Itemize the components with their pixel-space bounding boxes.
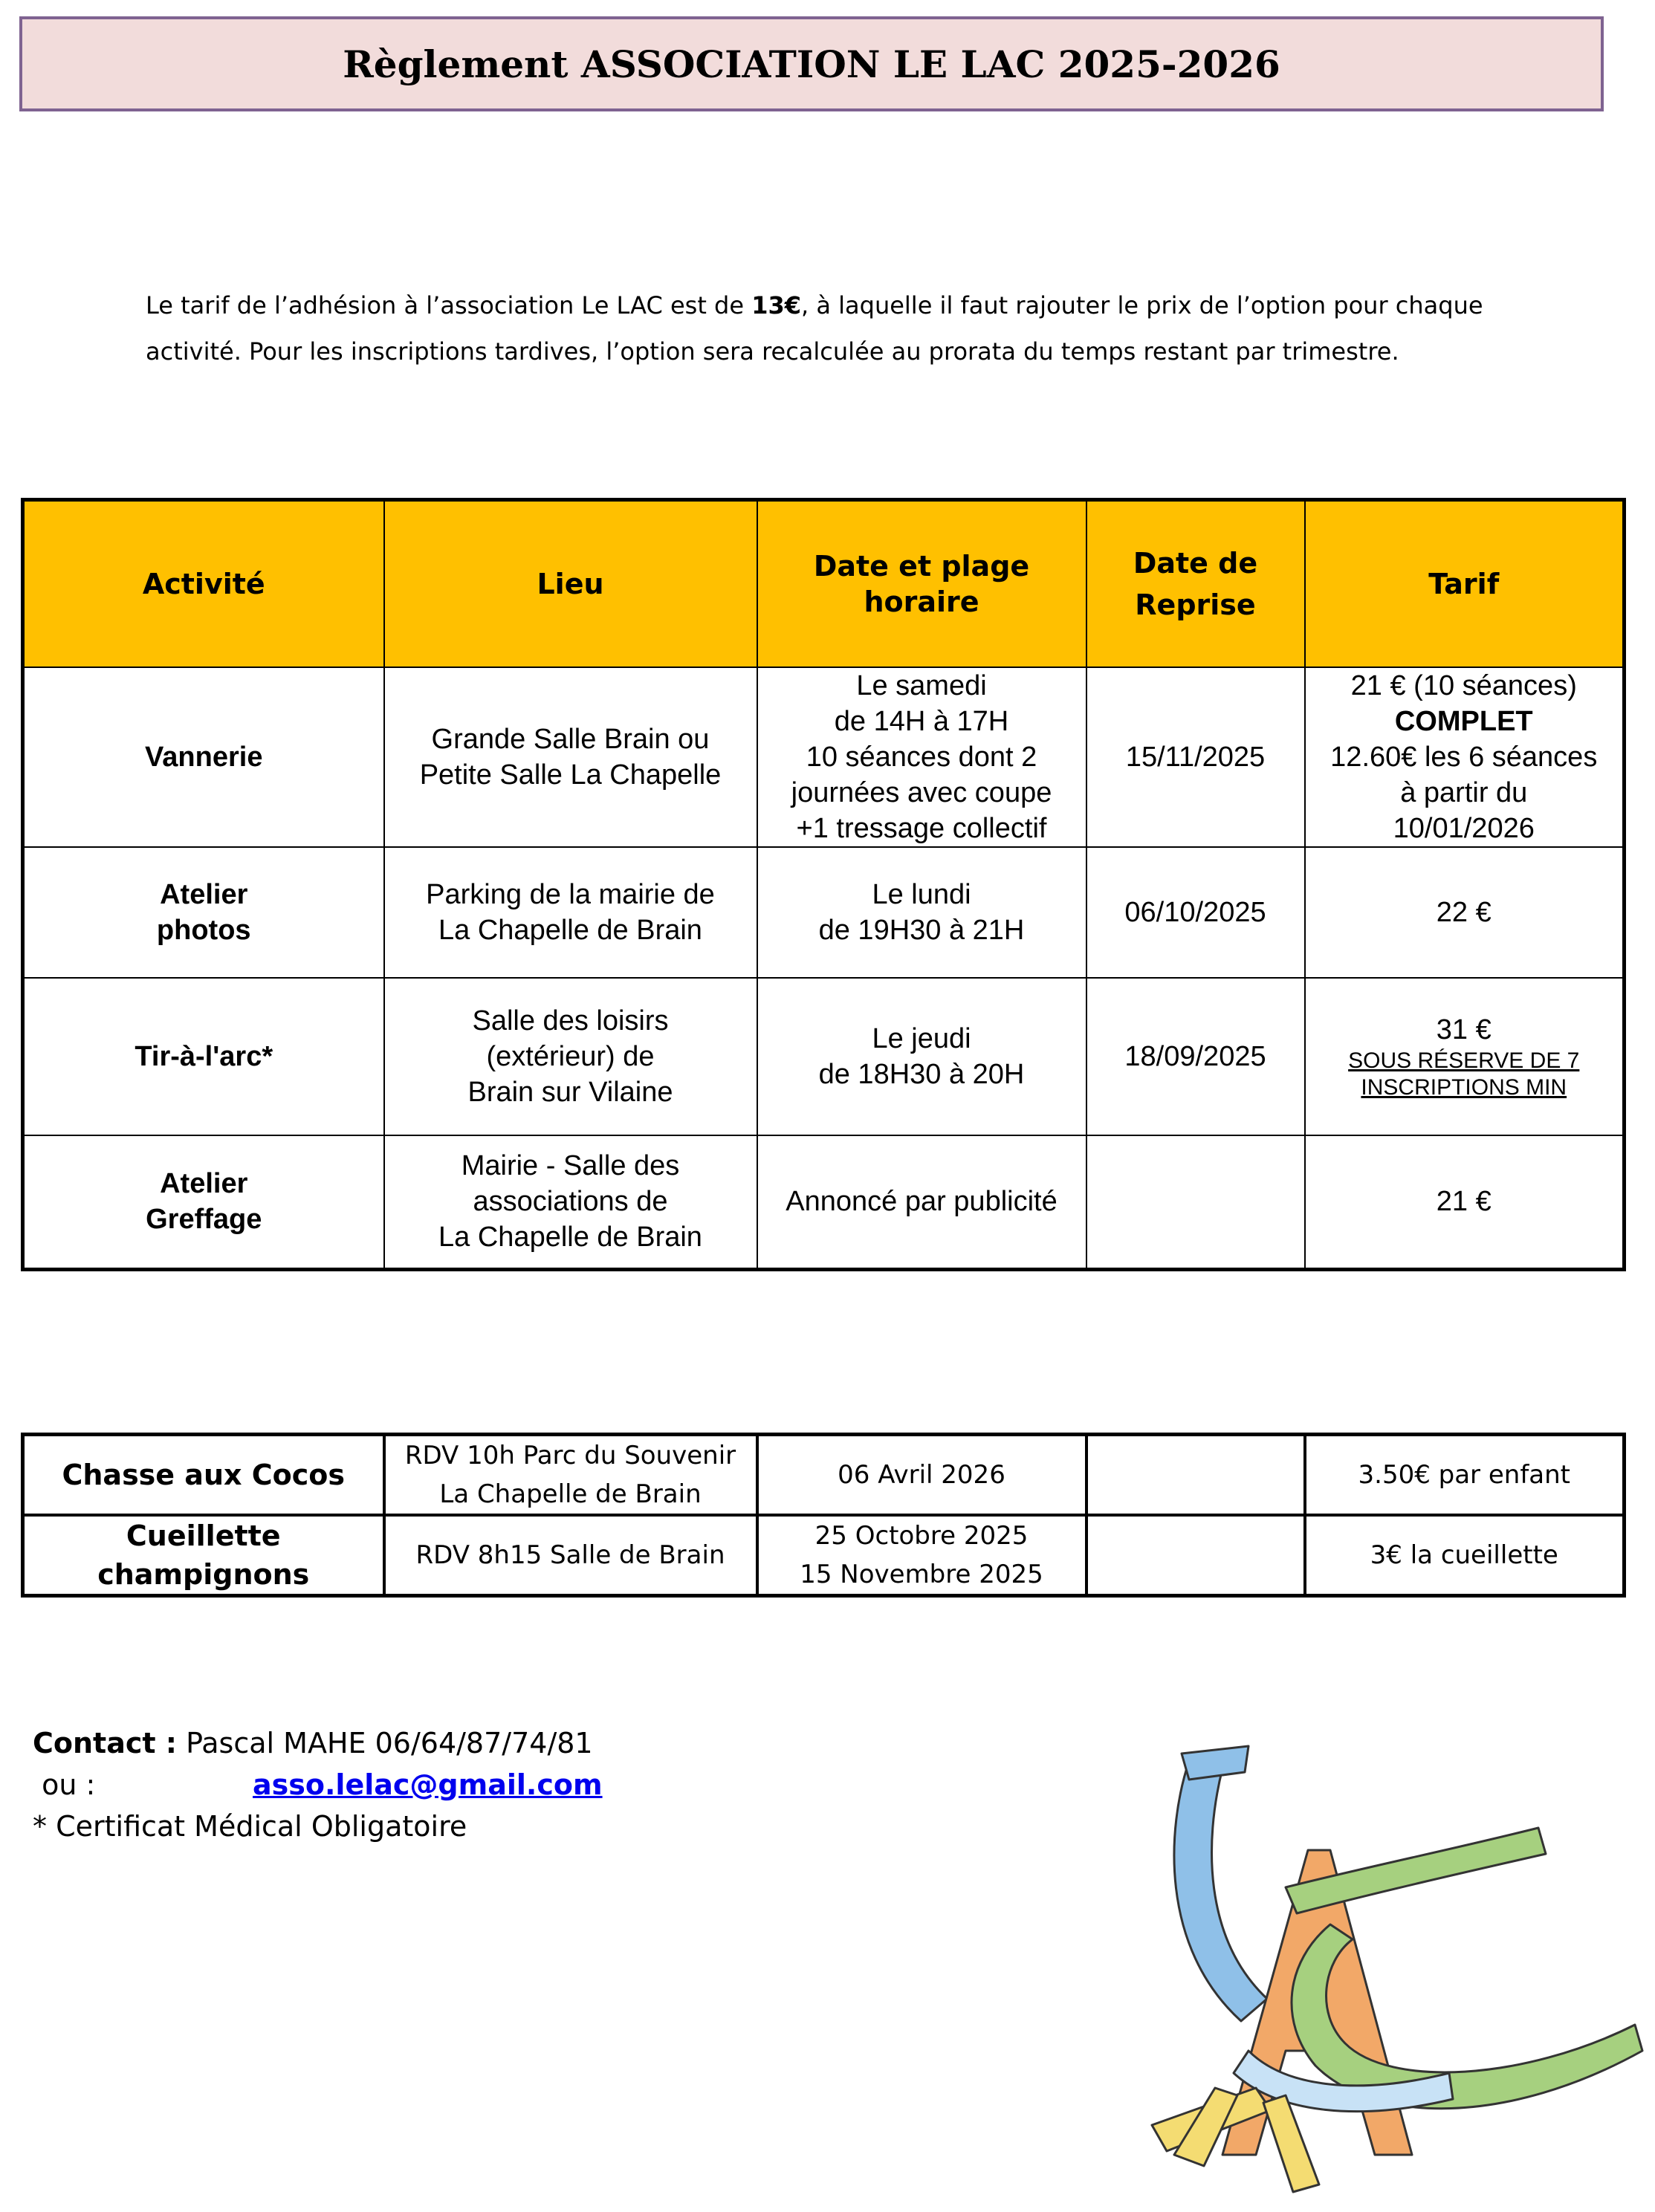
event-extra xyxy=(1086,1435,1305,1516)
event-date: 25 Octobre 2025 15 Novembre 2025 xyxy=(757,1515,1086,1596)
table-header-row xyxy=(23,500,1625,668)
header-activite: Activité xyxy=(23,500,384,668)
activity-tarif: 22 € xyxy=(1305,847,1625,978)
table-row xyxy=(23,978,1625,1135)
activity-horaire: Le jeudi de 18H30 à 20H xyxy=(757,978,1086,1135)
activities-table xyxy=(21,498,1626,1271)
intro-text-1: Le tarif de l’adhésion à l’association Le LAC est de xyxy=(146,291,752,320)
table-row xyxy=(23,667,1625,847)
activity-tarif: 21 € xyxy=(1305,1135,1625,1269)
activity-reprise: 06/10/2025 xyxy=(1086,847,1305,978)
activity-name: Vannerie xyxy=(23,667,384,847)
activity-tarif: 31 € SOUS RÉSERVE DE 7 INSCRIPTIONS MIN xyxy=(1305,978,1625,1135)
activity-name: Tir-à-l'arc* xyxy=(23,978,384,1135)
header-tarif: Tarif xyxy=(1305,500,1625,668)
intro-text-2: , à laquelle il faut rajouter le prix de l’option pour chaque activité. Pour les inscriptions tardives, l’option sera recalculée au prorata du temps restant par trimestre. xyxy=(146,291,1483,366)
event-name: Chasse aux Cocos xyxy=(23,1435,384,1516)
event-lieu: RDV 10h Parc du Souvenir La Chapelle de Brain xyxy=(384,1435,757,1516)
email-line xyxy=(33,1764,603,1806)
contact-name-phone: Pascal MAHE 06/64/87/74/81 xyxy=(176,1727,593,1759)
activity-horaire: Annoncé par publicité xyxy=(757,1135,1086,1269)
header-lieu: Lieu xyxy=(384,500,757,668)
event-tarif: 3€ la cueillette xyxy=(1305,1515,1625,1596)
event-name: Cueillette champignons xyxy=(23,1515,384,1596)
activity-reprise: 15/11/2025 xyxy=(1086,667,1305,847)
activity-reprise: 18/09/2025 xyxy=(1086,978,1305,1135)
activity-name: Atelier Greffage xyxy=(23,1135,384,1269)
events-table xyxy=(21,1433,1626,1598)
activity-name: Atelier photos xyxy=(23,847,384,978)
header-horaire: Date et plage horaire xyxy=(757,500,1086,668)
contact-block xyxy=(33,1722,603,1847)
activity-lieu: Grande Salle Brain ou Petite Salle La Chapelle xyxy=(384,667,757,847)
activity-horaire: Le lundi de 19H30 à 21H xyxy=(757,847,1086,978)
activity-tarif: 21 € (10 séances) COMPLET 12.60€ les 6 séances à partir du 10/01/2026 xyxy=(1305,667,1625,847)
medical-note: * Certificat Médical Obligatoire xyxy=(33,1810,467,1843)
activity-horaire: Le samedi de 14H à 17H 10 séances dont 2 journées avec coupe +1 tressage collectif xyxy=(757,667,1086,847)
activity-lieu: Mairie - Salle des associations de La Chapelle de Brain xyxy=(384,1135,757,1269)
association-logo xyxy=(1063,1739,1650,2207)
activity-lieu: Parking de la mairie de La Chapelle de Brain xyxy=(384,847,757,978)
table-row xyxy=(23,1435,1625,1516)
email-link[interactable]: asso.lelac@gmail.com xyxy=(253,1768,603,1801)
intro-paragraph xyxy=(146,282,1580,374)
title-banner xyxy=(19,16,1604,111)
table-row xyxy=(23,1515,1625,1596)
table-row xyxy=(23,847,1625,978)
page-title: Règlement ASSOCIATION LE LAC 2025-2026 xyxy=(343,42,1280,86)
contact-line xyxy=(33,1722,603,1764)
contact-label: Contact : xyxy=(33,1727,177,1759)
email-prefix: ou : xyxy=(33,1768,96,1801)
event-lieu: RDV 8h15 Salle de Brain xyxy=(384,1515,757,1596)
event-date: 06 Avril 2026 xyxy=(757,1435,1086,1516)
activity-reprise xyxy=(1086,1135,1305,1269)
table-row xyxy=(23,1135,1625,1269)
event-extra xyxy=(1086,1515,1305,1596)
header-reprise: Date de Reprise xyxy=(1086,500,1305,668)
logo-image xyxy=(1152,1746,1642,2192)
activity-lieu: Salle des loisirs (extérieur) de Brain sur Vilaine xyxy=(384,978,757,1135)
membership-price: 13€ xyxy=(751,291,801,320)
event-tarif: 3.50€ par enfant xyxy=(1305,1435,1625,1516)
